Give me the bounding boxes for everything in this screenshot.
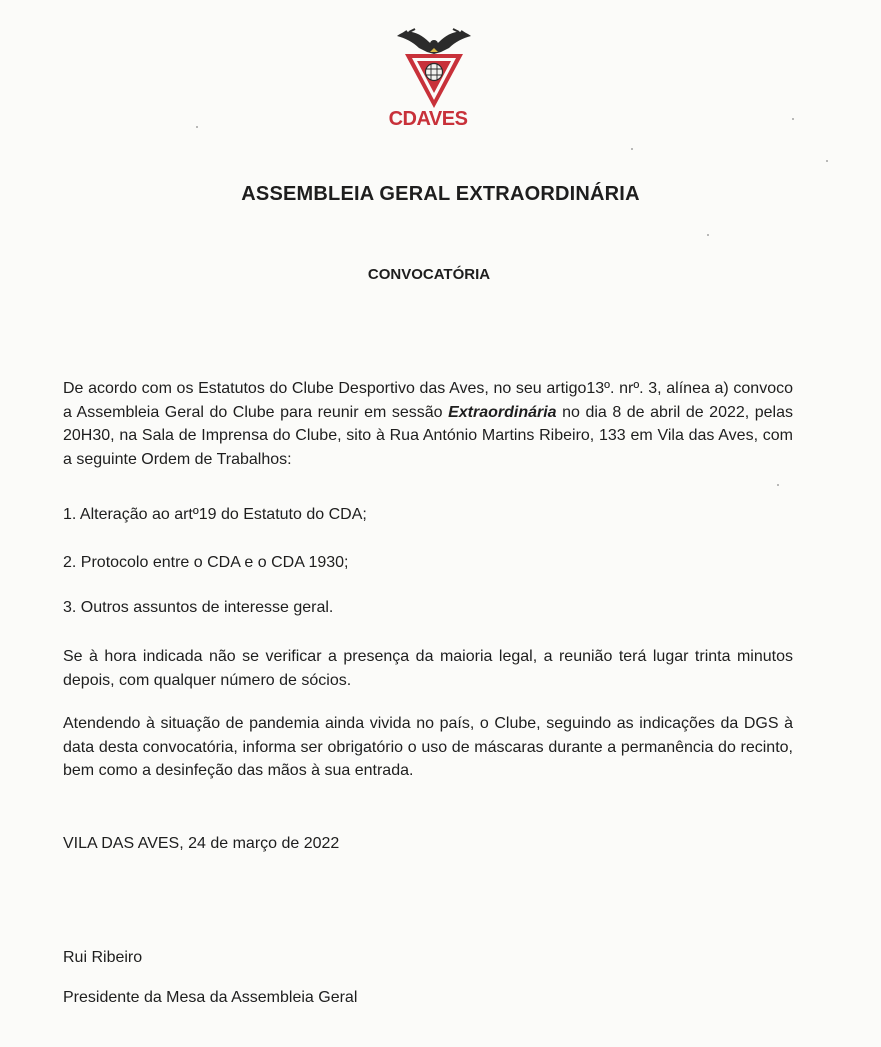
signer-name: Rui Ribeiro [63, 949, 143, 966]
scan-speck [826, 160, 828, 162]
club-brand-text: CDAVES [388, 108, 468, 130]
quorum-paragraph: Se à hora indicada não se verificar a presença da maioria legal, a reunião terá lugar trinta minutos depois, com qualquer número de sócios. [63, 648, 793, 689]
convocation-text-end: no dia 8 de abril de 2022, pelas 20H30, na Sala de Imprensa do Clube, sito à Rua António Martins Ribeiro, 133 em Vila das Aves, com a seguinte Ordem de Trabalhos: [63, 403, 793, 468]
scan-speck [707, 234, 709, 236]
agenda-item-2: 2. Protocolo entre o CDA e o CDA 1930; [63, 554, 349, 571]
convocation-text-start: De acordo com os Estatutos do Clube Desportivo das Aves, no seu artigo13º. nrº. 3, alínea a) convoco a Assembleia Geral do Clube para reunir em sessão [63, 380, 793, 421]
agenda-item-3: 3. Outros assuntos de interesse geral. [63, 599, 334, 616]
dateline: VILA DAS AVES, 24 de março de 2022 [63, 835, 340, 852]
scan-speck [631, 148, 633, 150]
extraordinary-emphasis: Extraordinária [448, 403, 557, 421]
scan-speck [777, 484, 779, 486]
document-title: ASSEMBLEIA GERAL EXTRAORDINÁRIA [241, 183, 640, 205]
scan-speck [792, 118, 794, 120]
scan-speck [196, 126, 198, 128]
document-subtitle: CONVOCATÓRIA [367, 266, 491, 283]
cdaves-eagle-shield-icon [393, 22, 475, 112]
pandemic-paragraph: Atendendo à situação de pandemia ainda vivida no país, o Clube, seguindo as indicações da DGS à data desta convocatória, informa ser obrigatório o uso de máscaras durante a permanência do recinto, bem como a desinfeção das mãos à sua entrada. [63, 715, 793, 779]
agenda-item-1: 1. Alteração ao artº19 do Estatuto do CDA; [63, 506, 367, 523]
signer-role: Presidente da Mesa da Assembleia Geral [63, 989, 358, 1006]
convocation-paragraph [63, 377, 793, 471]
